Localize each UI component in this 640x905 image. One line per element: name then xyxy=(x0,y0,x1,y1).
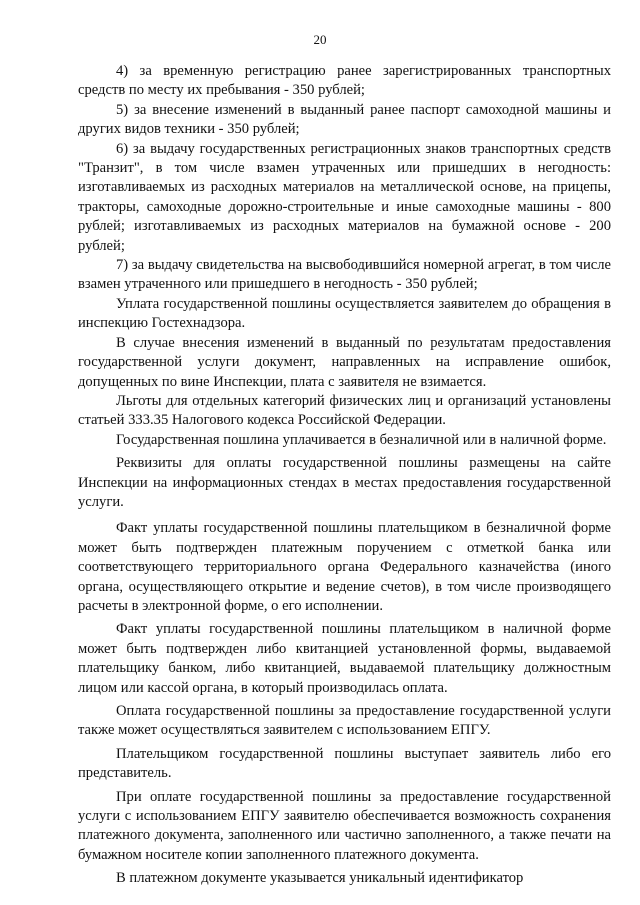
paragraph-fee-temporary-registration: 4) за временную регистрацию ранее зарегистрированных транспортных средств по месту их пребывания - 350 рублей; xyxy=(78,63,611,99)
paragraph-cashless-proof: Факт уплаты государственной пошлины плательщиком в безналичной форме может быть подтвержден платежным поручением с отметкой банка или соответствующего территориального органа Федерального казначейства (иного органа, осуществляющего открытие и ведение счетов), в том числе производящего расчеты в электронной форме, о его исполнении. xyxy=(78,520,611,614)
paragraph-epgu-payment: Оплата государственной пошлины за предоставление государственной услуги также может осуществляться заявителем с использованием ЕПГУ. xyxy=(78,703,611,739)
paragraph-no-fee-corrections: В случае внесения изменений в выданный по результатам предоставления государственной услуги документ, направленных на исправление ошибок, допущенных по вине Инспекции, плата с заявителя не взимается. xyxy=(78,334,611,390)
paragraph-fee-unit-certificate: 7) за выдачу свидетельства на высвободившийся номерной агрегат, в том числе взамен утраченного или пришедшего в негодность - 350 рублей; xyxy=(78,257,611,293)
paragraph-payer: Плательщиком государственной пошлины выступает заявитель либо его представитель. xyxy=(78,745,611,782)
page-number: 20 xyxy=(313,32,327,47)
paragraph-payment-timing: Уплата государственной пошлины осуществляется заявителем до обращения в инспекцию Гостехнадзора. xyxy=(78,295,611,332)
document-body xyxy=(78,62,611,889)
paragraph-benefits: Льготы для отдельных категорий физических лиц и организаций установлены статьей 333.35 Налогового кодекса Российской Федерации. xyxy=(78,392,611,429)
paragraph-payment-form: Государственная пошлина уплачивается в безналичной или в наличной форме. xyxy=(116,431,607,448)
paragraph-fee-transit-plates: 6) за выдачу государственных регистрационных знаков транспортных средств "Транзит", в том числе взамен утраченных или пришедших в негодность: изготавливаемых из расходных материалов на металлической основе, на прицепы, тракторы, самоходные дорожно-строительные и иные самоходные машины - 800 рублей; изготавливаемых из расходных материалов на бумажной основе - 200 рублей; xyxy=(78,140,611,254)
paragraph-payment-details: Реквизиты для оплаты государственной пошлины размещены на сайте Инспекции на информационных стендах в местах предоставления государственной услуги. xyxy=(78,455,611,510)
paragraph-epgu-document-saving: При оплате государственной пошлины за предоставление государственной услуги с использованием ЕПГУ заявителю обеспечивается возможность сохранения платежного документа, заполненного или частично заполненного, а также печати на бумажном носителе копии заполненного платежного документа. xyxy=(78,788,611,863)
paragraph-cash-proof: Факт уплаты государственной пошлины плательщиком в наличной форме может быть подтвержден либо квитанцией установленной формы, выдаваемой плательщику банком, либо квитанцией, выдаваемой плательщику должностным лицом или кассой органа, в который производилась оплата. xyxy=(78,621,611,696)
paragraph-payment-identifier: В платежном документе указывается уникальный идентификатор xyxy=(116,870,524,887)
paragraph-fee-passport-changes: 5) за внесение изменений в выданный ранее паспорт самоходной машины и других видов техники - 350 рублей; xyxy=(78,101,611,138)
